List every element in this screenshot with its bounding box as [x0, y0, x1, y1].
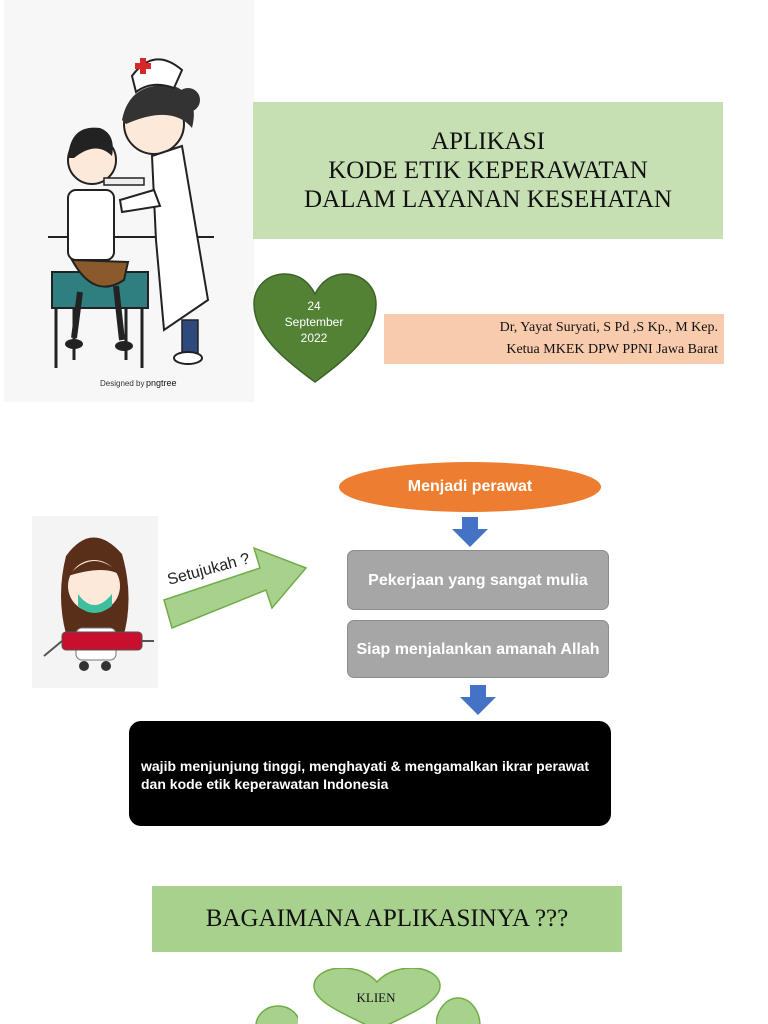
side-heart-icon: [252, 1004, 298, 1024]
svg-text:pngtree: pngtree: [146, 378, 177, 388]
author-role: Ketua MKEK DPW PPNI Jawa Barat: [506, 342, 718, 357]
down-arrow-icon: [452, 517, 488, 547]
noble-job-box: Pekerjaan yang sangat mulia: [347, 550, 609, 610]
down-arrow-icon: [460, 685, 496, 715]
date-month: September: [284, 315, 344, 329]
girl-with-syringe-icon: [32, 516, 158, 688]
svg-text:Designed by: Designed by: [100, 379, 145, 388]
title-line-2: KODE ETIK KEPERAWATAN: [328, 157, 648, 184]
nurse-vaccinating-child-icon: [4, 0, 254, 402]
title-line-3: DALAM LAYANAN KESEHATAN: [304, 186, 672, 213]
arrow-label: Setujukah ?: [165, 550, 252, 589]
date-label: [264, 298, 364, 346]
client-label: KLIEN: [356, 990, 396, 1005]
author-info: [384, 314, 724, 364]
become-nurse-oval: Menjadi perawat: [339, 462, 601, 512]
author-name: Dr, Yayat Suryati, S Pd ,S Kp., M Kep.: [499, 320, 718, 335]
application-question-title: BAGAIMANA APLIKASINYA ???: [152, 886, 622, 952]
title-line-1: APLIKASI: [431, 128, 545, 155]
nurse-illustration: [4, 0, 254, 402]
main-title: [253, 102, 723, 239]
date-day: 24: [307, 299, 321, 313]
obligation-statement: wajib menjunjung tinggi, menghayati & mengamalkan ikrar perawat dan kode etik keperawatan Indonesia: [129, 721, 611, 826]
nurse-girl-illustration: [32, 516, 158, 688]
ready-mandate-box: Siap menjalankan amanah Allah: [347, 620, 609, 678]
date-year: 2022: [300, 331, 328, 345]
side-heart-icon: [436, 996, 488, 1024]
